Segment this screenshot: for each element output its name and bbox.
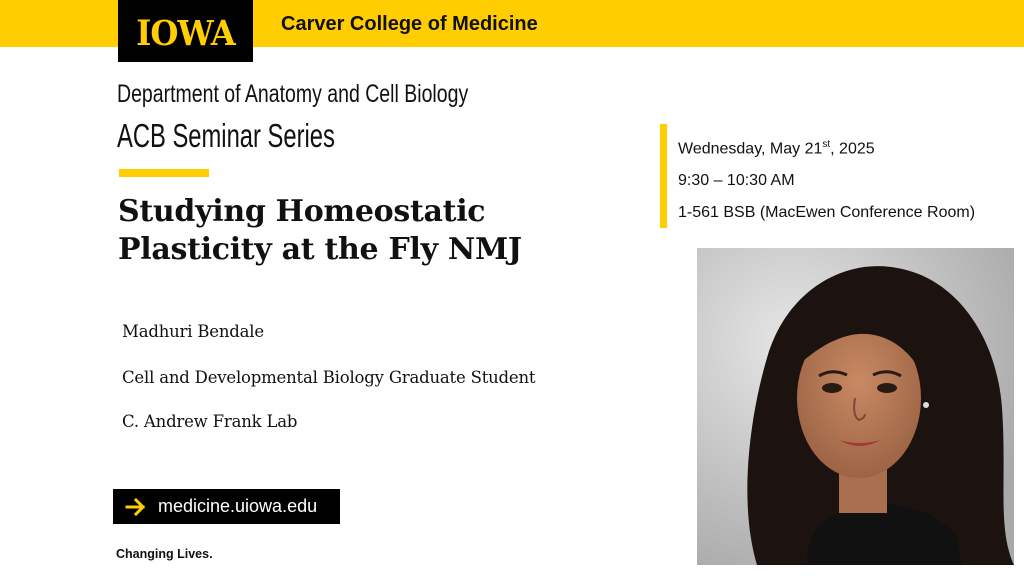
website-link[interactable] [113, 489, 340, 524]
college-name: Carver College of Medicine [281, 13, 538, 35]
accent-rule [119, 169, 209, 177]
department-name: Department of Anatomy and Cell Biology [117, 80, 469, 108]
speaker-lab: C. Andrew Frank Lab [122, 412, 298, 431]
seminar-series: ACB Seminar Series [117, 117, 335, 154]
event-accent-bar [660, 124, 667, 228]
iowa-logo [118, 0, 253, 62]
talk-title-line-2: Plasticity at the Fly NMJ [118, 232, 522, 267]
website-url[interactable]: medicine.uiowa.edu [158, 496, 318, 516]
arrow-right-icon [125, 497, 147, 517]
speaker-photo [697, 248, 1014, 565]
tagline: Changing Lives. [116, 547, 213, 561]
speaker-name: Madhuri Bendale [122, 322, 264, 341]
speaker-portrait [697, 248, 1014, 565]
event-date-main: Wednesday, May 21 [678, 140, 823, 158]
logo-text: IOWA [136, 13, 235, 54]
event-location: 1-561 BSB (MacEwen Conference Room) [678, 204, 976, 221]
talk-title-line-1: Studying Homeostatic [118, 194, 486, 229]
speaker-role: Cell and Developmental Biology Graduate Student [122, 368, 536, 387]
event-date-suffix: st [822, 139, 831, 150]
event-time: 9:30 – 10:30 AM [678, 172, 795, 189]
event-date [678, 139, 875, 158]
event-date-year: , 2025 [830, 140, 875, 158]
